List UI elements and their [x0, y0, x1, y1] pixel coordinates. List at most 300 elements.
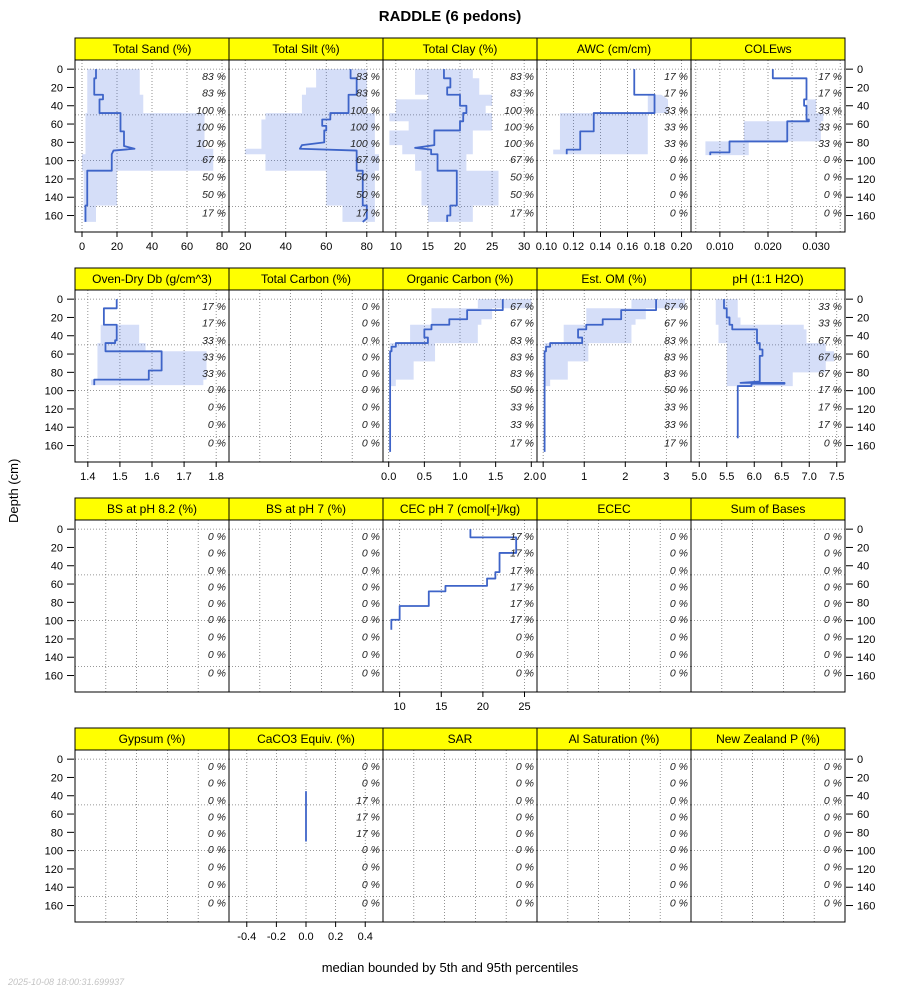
x-tick-label: 0.16	[616, 241, 639, 253]
percent-label: 67 %	[818, 334, 842, 347]
percent-label: 0 %	[207, 648, 226, 661]
panel-14	[537, 498, 691, 692]
percent-label: 0 %	[823, 530, 842, 543]
x-tick-label: 0.20	[670, 241, 693, 253]
x-tick-label: 15	[421, 241, 435, 253]
figure-caption: median bounded by 5th and 95th percentiles	[321, 960, 579, 975]
x-tick-label: 7.5	[829, 471, 845, 483]
depth-tick-label: 160	[44, 440, 63, 453]
percent-label: 0 %	[207, 437, 226, 450]
percent-label: 0 %	[669, 614, 688, 627]
percent-label: 33 %	[818, 121, 842, 134]
x-tick-label: 60	[180, 241, 194, 253]
panel-strip-title: Oven-Dry Db (g/cm^3)	[92, 272, 212, 286]
percent-label: 100 %	[196, 121, 226, 134]
percent-label: 0 %	[669, 667, 688, 680]
depth-tick-label: 80	[50, 597, 63, 610]
percent-label: 0 %	[669, 547, 688, 560]
percent-label: 83 %	[510, 70, 534, 83]
depth-tick-label: 60	[50, 349, 63, 362]
panel-17	[229, 728, 383, 943]
x-tick-label: 0.18	[643, 241, 666, 253]
depth-tick-label: 60	[857, 349, 870, 362]
percent-label: 100 %	[350, 104, 380, 117]
percent-label: 50 %	[664, 384, 688, 397]
percent-label: 33 %	[818, 300, 842, 313]
panel-11	[75, 498, 229, 692]
percent-label: 0 %	[515, 827, 534, 840]
depth-tick-label: 100	[857, 155, 876, 168]
panel-strip-title: Al Saturation (%)	[568, 732, 660, 746]
percent-label: 17 %	[510, 437, 534, 450]
percent-label: 100 %	[196, 137, 226, 150]
percent-label: 0 %	[361, 418, 380, 431]
percent-label: 0 %	[207, 631, 226, 644]
percent-label: 33 %	[664, 121, 688, 134]
percent-label: 0 %	[823, 827, 842, 840]
percent-label: 0 %	[669, 631, 688, 644]
depth-tick-label: 120	[857, 863, 876, 876]
percent-label: 83 %	[356, 87, 380, 100]
percent-label: 33 %	[818, 137, 842, 150]
depth-tick-label: 160	[857, 210, 876, 223]
depth-tick-label: 0	[56, 64, 63, 77]
percent-label: 0 %	[669, 811, 688, 824]
percent-label: 33 %	[510, 401, 534, 414]
percent-label: 0 %	[515, 760, 534, 773]
percent-label: 33 %	[664, 418, 688, 431]
percent-label: 0 %	[669, 648, 688, 661]
x-tick-label: 5.0	[691, 471, 707, 483]
panel-9	[537, 268, 691, 483]
depth-tick-label: 40	[857, 330, 870, 343]
x-tick-label: 7.0	[801, 471, 817, 483]
percent-label: 0 %	[361, 437, 380, 450]
percent-label: 0 %	[361, 667, 380, 680]
x-tick-label: -0.2	[266, 931, 286, 943]
depth-tick-label: 140	[857, 422, 876, 435]
panel-4	[536, 38, 693, 253]
panel-18	[383, 728, 537, 922]
percent-label: 17 %	[664, 70, 688, 83]
percent-label: 0 %	[361, 614, 380, 627]
panel-strip-title: Organic Carbon (%)	[406, 272, 514, 286]
percent-label: 0 %	[207, 564, 226, 577]
depth-tick-label: 20	[50, 772, 63, 785]
percent-label: 17 %	[510, 547, 534, 560]
depth-tick-label: 40	[50, 330, 63, 343]
panel-8	[381, 268, 539, 483]
x-tick-label: 2	[622, 471, 629, 483]
percent-label: 50 %	[202, 171, 226, 184]
percent-label: 83 %	[202, 87, 226, 100]
percent-label: 0 %	[823, 547, 842, 560]
percent-label: 0 %	[361, 564, 380, 577]
depth-tick-label: 140	[44, 192, 63, 205]
panel-strip-title: Total Clay (%)	[422, 42, 498, 56]
percent-label: 0 %	[823, 597, 842, 610]
percent-label: 0 %	[515, 667, 534, 680]
percent-label: 83 %	[510, 87, 534, 100]
percent-label: 0 %	[515, 631, 534, 644]
depth-tick-label: 60	[50, 579, 63, 592]
depth-tick-label: 20	[857, 772, 870, 785]
panel-2	[229, 38, 383, 253]
x-tick-label: 1.7	[176, 471, 192, 483]
percent-label: 50 %	[356, 171, 380, 184]
percent-label: 0 %	[823, 760, 842, 773]
percent-label: 0 %	[207, 530, 226, 543]
depth-tick-label: 80	[857, 367, 870, 380]
depth-tick-label: 80	[50, 367, 63, 380]
percent-label: 0 %	[361, 334, 380, 347]
percent-label: 0 %	[669, 597, 688, 610]
percent-label: 17 %	[510, 530, 534, 543]
percent-label: 50 %	[202, 188, 226, 201]
percent-label: 17 %	[664, 87, 688, 100]
percent-label: 0 %	[207, 667, 226, 680]
percent-label: 0 %	[669, 777, 688, 790]
percent-label: 67 %	[664, 317, 688, 330]
percent-label: 0 %	[515, 844, 534, 857]
depth-tick-label: 140	[44, 882, 63, 895]
panel-strip-title: Est. OM (%)	[581, 272, 647, 286]
x-tick-label: 1.5	[487, 471, 504, 483]
depth-tick-label: 80	[857, 827, 870, 840]
percent-label: 83 %	[510, 367, 534, 380]
percent-label: 100 %	[504, 121, 534, 134]
x-tick-label: 0	[540, 471, 547, 483]
depth-tick-label: 0	[857, 294, 864, 307]
percent-label: 0 %	[361, 777, 380, 790]
percent-label: 0 %	[823, 897, 842, 910]
depth-tick-label: 160	[857, 670, 876, 683]
percent-label: 83 %	[664, 367, 688, 380]
percent-label: 17 %	[510, 597, 534, 610]
percent-label: 17 %	[356, 827, 380, 840]
percent-label: 0 %	[823, 794, 842, 807]
depth-tick-label: 140	[857, 882, 876, 895]
percent-label: 0 %	[207, 614, 226, 627]
percent-label: 0 %	[823, 811, 842, 824]
percent-label: 17 %	[510, 564, 534, 577]
percent-label: 0 %	[669, 171, 688, 184]
percent-label: 100 %	[350, 137, 380, 150]
x-tick-label: 2.0	[523, 471, 539, 483]
x-tick-label: 0.0	[381, 471, 397, 483]
percent-label: 0 %	[361, 581, 380, 594]
percent-label: 33 %	[664, 137, 688, 150]
percent-label: 17 %	[510, 207, 534, 220]
percent-label: 0 %	[207, 897, 226, 910]
percent-label: 67 %	[664, 300, 688, 313]
panel-strip-title: CEC pH 7 (cmol[+]/kg)	[399, 502, 521, 516]
panel-12	[229, 498, 383, 692]
x-tick-label: 0.030	[802, 241, 830, 253]
percent-label: 0 %	[823, 614, 842, 627]
percent-label: 0 %	[669, 760, 688, 773]
x-tick-label: 40	[279, 241, 292, 253]
panel-19	[537, 728, 691, 922]
percent-label: 0 %	[669, 530, 688, 543]
percent-label: 0 %	[361, 384, 380, 397]
x-tick-label: 20	[453, 241, 467, 253]
x-tick-label: 10	[393, 701, 406, 713]
percent-label: 17 %	[356, 794, 380, 807]
depth-tick-label: 120	[44, 403, 63, 416]
x-tick-label: 0.4	[357, 931, 373, 943]
depth-tick-label: 160	[857, 900, 876, 913]
percent-label: 0 %	[207, 777, 226, 790]
depth-tick-label: 80	[857, 137, 870, 150]
percent-label: 0 %	[361, 597, 380, 610]
depth-tick-label: 100	[857, 385, 876, 398]
panel-strip-title: COLEws	[744, 42, 792, 56]
panel-strip-title: BS at pH 7 (%)	[265, 502, 347, 516]
x-tick-label: 60	[320, 241, 333, 253]
panel-strip-title: CaCO3 Equiv. (%)	[257, 732, 355, 746]
percent-label: 0 %	[823, 667, 842, 680]
percent-label: 0 %	[515, 648, 534, 661]
x-tick-label: 80	[360, 241, 373, 253]
panel-strip-title: Total Carbon (%)	[260, 272, 352, 286]
depth-tick-label: 40	[857, 790, 870, 803]
percent-label: 100 %	[350, 121, 380, 134]
depth-tick-label: 100	[44, 845, 63, 858]
percent-label: 0 %	[823, 878, 842, 891]
x-tick-label: 20	[239, 241, 252, 253]
panel-strip-title: pH (1:1 H2O)	[732, 272, 804, 286]
panel-strip-title: BS at pH 8.2 (%)	[106, 502, 198, 516]
panel-7	[229, 268, 383, 462]
percent-label: 33 %	[202, 334, 226, 347]
percent-label: 17 %	[202, 317, 226, 330]
x-tick-label: 20	[110, 241, 124, 253]
x-tick-label: 15	[435, 701, 448, 713]
x-tick-label: 30	[518, 241, 531, 253]
percent-label: 0 %	[207, 760, 226, 773]
depth-tick-label: 20	[50, 82, 63, 95]
percent-label: 17 %	[818, 384, 842, 397]
x-tick-label: 1.6	[144, 471, 160, 483]
percent-label: 0 %	[361, 300, 380, 313]
panel-6	[75, 268, 229, 483]
percent-label: 0 %	[361, 530, 380, 543]
percent-label: 0 %	[669, 878, 688, 891]
panel-15	[691, 498, 845, 692]
percent-label: 0 %	[823, 844, 842, 857]
depth-tick-label: 120	[857, 633, 876, 646]
percent-label: 0 %	[823, 648, 842, 661]
percent-label: 0 %	[669, 897, 688, 910]
percent-label: 0 %	[823, 207, 842, 220]
depth-tick-label: 80	[50, 137, 63, 150]
depth-tick-label: 40	[857, 100, 870, 113]
depth-axis-label: Depth (cm)	[6, 458, 21, 524]
x-tick-label: 0	[78, 241, 86, 253]
depth-tick-label: 20	[50, 312, 63, 325]
percent-label: 17 %	[818, 70, 842, 83]
depth-tick-label: 60	[50, 809, 63, 822]
depth-tick-label: 100	[44, 155, 63, 168]
x-tick-label: 1.5	[112, 471, 128, 483]
percent-label: 0 %	[207, 861, 226, 874]
percent-label: 0 %	[823, 564, 842, 577]
depth-tick-label: 120	[44, 633, 63, 646]
percent-label: 100 %	[504, 137, 534, 150]
panel-strip-title: SAR	[447, 732, 473, 746]
percent-label: 0 %	[669, 861, 688, 874]
percent-label: 67 %	[510, 317, 534, 330]
percent-label: 33 %	[818, 104, 842, 117]
percent-label: 83 %	[510, 351, 534, 364]
percent-label: 33 %	[510, 418, 534, 431]
depth-tick-label: 120	[857, 403, 876, 416]
x-tick-label: 0.5	[416, 471, 433, 483]
panel-10	[691, 268, 845, 483]
depth-tick-label: 0	[857, 524, 864, 537]
x-tick-label: 1.4	[80, 471, 96, 483]
depth-tick-label: 40	[50, 100, 63, 113]
percent-label: 67 %	[818, 351, 842, 364]
percent-label: 0 %	[669, 827, 688, 840]
percent-label: 17 %	[356, 811, 380, 824]
depth-tick-label: 120	[44, 173, 63, 186]
percent-label: 0 %	[361, 317, 380, 330]
percent-label: 17 %	[356, 207, 380, 220]
percent-label: 0 %	[207, 547, 226, 560]
depth-tick-label: 60	[50, 119, 63, 132]
depth-tick-label: 160	[857, 440, 876, 453]
percent-label: 33 %	[818, 317, 842, 330]
panel-strip-title: AWC (cm/cm)	[576, 42, 652, 56]
panel-strip-title: Sum of Bases	[730, 502, 806, 516]
render-timestamp: 2025-10-08 18:00:31.699937	[8, 977, 125, 987]
depth-tick-label: 160	[44, 900, 63, 913]
depth-tick-label: 100	[44, 385, 63, 398]
panel-strip-title: Gypsum (%)	[118, 732, 186, 746]
percent-label: 100 %	[196, 104, 226, 117]
depth-tick-label: 40	[857, 560, 870, 573]
x-tick-label: 25	[485, 241, 499, 253]
panel-strip-title: Total Sand (%)	[112, 42, 192, 56]
x-tick-label: 40	[145, 241, 159, 253]
depth-tick-label: 0	[56, 754, 63, 767]
percent-label: 0 %	[515, 897, 534, 910]
percent-label: 83 %	[510, 334, 534, 347]
percent-label: 0 %	[207, 418, 226, 431]
percent-label: 0 %	[361, 861, 380, 874]
page-title: RADDLE (6 pedons)	[378, 8, 522, 25]
x-tick-label: 0.14	[589, 241, 612, 253]
depth-tick-label: 20	[857, 82, 870, 95]
percent-label: 67 %	[818, 367, 842, 380]
x-tick-label: 10	[389, 241, 402, 253]
percent-label: 17 %	[818, 87, 842, 100]
percent-label: 0 %	[207, 827, 226, 840]
percent-label: 0 %	[361, 401, 380, 414]
percent-label: 50 %	[510, 171, 534, 184]
depth-tick-label: 60	[857, 579, 870, 592]
percent-label: 0 %	[823, 154, 842, 167]
percent-label: 0 %	[669, 154, 688, 167]
percent-label: 0 %	[669, 844, 688, 857]
depth-tick-label: 80	[857, 597, 870, 610]
percent-label: 0 %	[207, 401, 226, 414]
x-tick-label: 5.5	[719, 471, 735, 483]
x-tick-label: 0.12	[562, 241, 585, 253]
panel-1	[75, 38, 229, 253]
percent-label: 83 %	[664, 351, 688, 364]
depth-tick-label: 140	[857, 652, 876, 665]
percent-label: 0 %	[823, 631, 842, 644]
depth-tick-label: 40	[50, 790, 63, 803]
percent-label: 17 %	[202, 207, 226, 220]
x-tick-label: -0.4	[237, 931, 257, 943]
depth-tick-label: 100	[44, 615, 63, 628]
percent-label: 0 %	[669, 564, 688, 577]
percent-label: 0 %	[823, 171, 842, 184]
percent-label: 0 %	[669, 581, 688, 594]
percent-label: 0 %	[361, 547, 380, 560]
depth-tick-label: 0	[857, 754, 864, 767]
percent-label: 0 %	[361, 878, 380, 891]
percent-label: 0 %	[207, 581, 226, 594]
percent-label: 50 %	[356, 188, 380, 201]
percent-label: 33 %	[202, 367, 226, 380]
percent-label: 33 %	[664, 401, 688, 414]
depth-tick-label: 140	[857, 192, 876, 205]
percent-label: 0 %	[207, 794, 226, 807]
percent-label: 0 %	[361, 648, 380, 661]
x-tick-label: 1.8	[208, 471, 224, 483]
percent-label: 0 %	[823, 437, 842, 450]
x-tick-label: 80	[215, 241, 229, 253]
panel-strip-title: New Zealand P (%)	[716, 732, 820, 746]
percent-label: 0 %	[823, 777, 842, 790]
percent-label: 0 %	[207, 844, 226, 857]
x-tick-label: 0.020	[754, 241, 782, 253]
x-tick-label: 1.0	[452, 471, 468, 483]
percent-label: 0 %	[669, 794, 688, 807]
percent-label: 100 %	[504, 104, 534, 117]
percent-label: 0 %	[669, 188, 688, 201]
depth-tick-label: 120	[857, 173, 876, 186]
panel-5	[691, 38, 845, 253]
percent-label: 0 %	[361, 351, 380, 364]
depth-tick-label: 160	[44, 670, 63, 683]
percent-label: 50 %	[510, 188, 534, 201]
depth-tick-label: 140	[44, 652, 63, 665]
percent-label: 67 %	[510, 154, 534, 167]
percent-label: 0 %	[361, 367, 380, 380]
percent-label: 0 %	[669, 207, 688, 220]
percent-label: 0 %	[515, 811, 534, 824]
percent-label: 17 %	[818, 401, 842, 414]
depth-tick-label: 140	[44, 422, 63, 435]
depth-tick-label: 160	[44, 210, 63, 223]
percent-label: 0 %	[207, 384, 226, 397]
x-tick-label: 6.0	[746, 471, 762, 483]
percent-label: 0 %	[515, 861, 534, 874]
depth-tick-label: 0	[56, 294, 63, 307]
percent-label: 0 %	[823, 861, 842, 874]
panel-20	[691, 728, 845, 922]
depth-tick-label: 20	[857, 542, 870, 555]
percent-label: 0 %	[515, 878, 534, 891]
x-tick-label: 3	[663, 471, 670, 483]
x-tick-label: 0.10	[535, 241, 558, 253]
